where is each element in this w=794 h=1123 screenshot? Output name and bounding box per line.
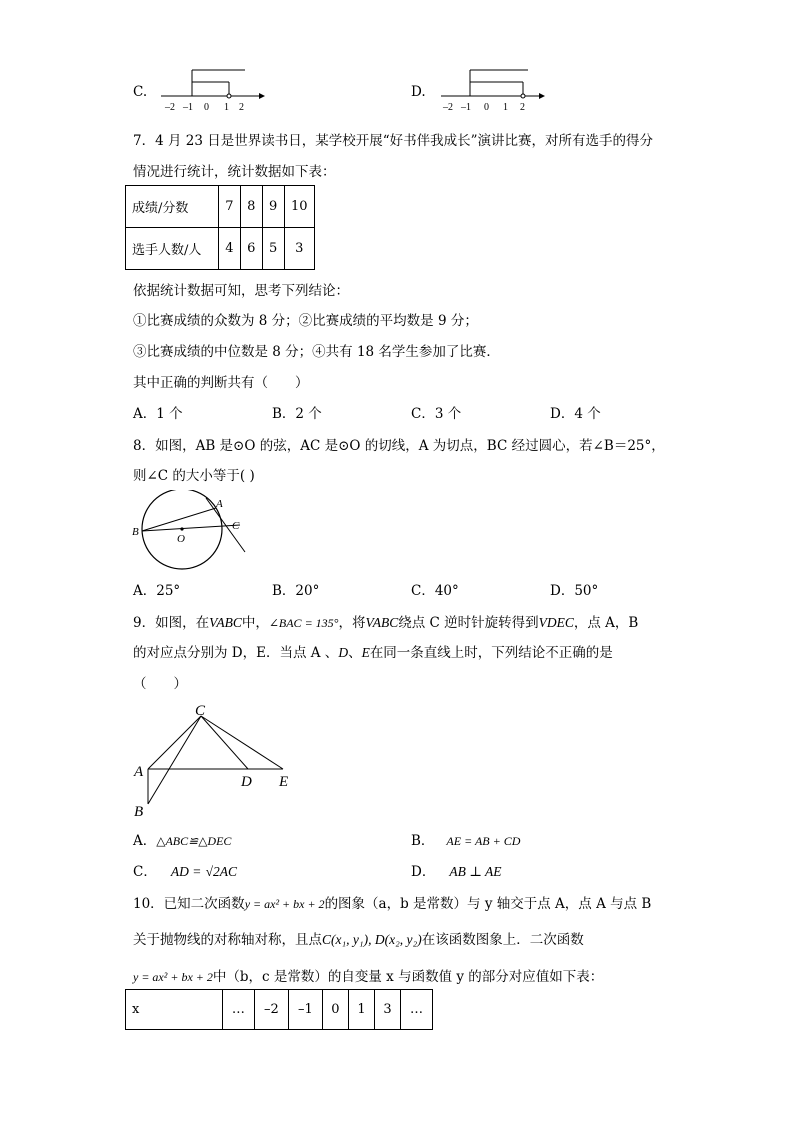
- point-label-d: D: [241, 774, 252, 790]
- option-d-number-line: [435, 66, 545, 114]
- table-cell: 3: [375, 990, 401, 1030]
- tick-label: 2: [520, 102, 525, 113]
- table-row: [126, 186, 315, 228]
- table-header-cell: 选手人数/人: [126, 228, 219, 270]
- angle-bac: ∠BAC = 135°: [268, 616, 339, 630]
- option-text: AB ⊥ AE: [449, 864, 502, 879]
- q8-option-b[interactable]: B．20°: [272, 583, 320, 599]
- option-d-label: D.: [411, 84, 426, 100]
- point-label-c: C: [195, 703, 206, 719]
- q10-line1: [133, 892, 651, 912]
- point-label-o: O: [177, 533, 185, 545]
- tick-label: 0: [204, 102, 209, 113]
- option-text: AE = AB + CD: [446, 834, 521, 848]
- q9-text: 的对应点分别为 D，E．当点 A 、: [133, 645, 339, 661]
- q10-text: 在该函数图象上．二次函数: [421, 932, 584, 948]
- quadratic-expression: y = ax² + bx + 2: [244, 897, 325, 911]
- q7-option-b[interactable]: B．2 个: [272, 406, 322, 422]
- table-cell: 8: [240, 186, 262, 228]
- point-label-a: A: [216, 498, 223, 510]
- q9-option-d[interactable]: [411, 860, 502, 880]
- option-text: AD =: [170, 864, 202, 879]
- q9-text: 、: [348, 645, 362, 661]
- q10-line3: [133, 965, 603, 985]
- q7-line3: 依据统计数据可知，思考下列结论：: [133, 283, 349, 299]
- q9-option-b[interactable]: [411, 829, 520, 849]
- q9-option-a[interactable]: [133, 829, 231, 849]
- q7-option-d[interactable]: D．4 个: [550, 406, 601, 422]
- point-label-b: B: [132, 526, 139, 538]
- q8-option-a[interactable]: A．25°: [133, 583, 181, 599]
- q8-line1: 8．如图，AB 是⊙O 的弦，AC 是⊙O 的切线，A 为切点，BC 经过圆心，若∠B＝25°，: [133, 438, 665, 454]
- q8-circle-figure: [128, 490, 258, 580]
- table-header-cell: x: [126, 990, 223, 1030]
- point-label-b: B: [134, 804, 144, 820]
- quadratic-expression: y = ax² + bx + 2: [133, 970, 213, 984]
- table-cell: 0: [322, 990, 348, 1030]
- q8-option-c[interactable]: C．40°: [411, 583, 459, 599]
- table-row: [126, 228, 315, 270]
- tick-label: 0: [484, 102, 489, 113]
- q9-text: 9．如图，在: [133, 615, 210, 631]
- point-label-c: C: [232, 520, 240, 532]
- q7-line2: 情况进行统计，统计数据如下表：: [133, 164, 336, 180]
- q7-line6: 其中正确的判断共有（ ）: [133, 375, 309, 391]
- table-cell: –2: [254, 990, 288, 1030]
- triangle-abc: VABC: [209, 615, 242, 630]
- table-cell: 1: [348, 990, 374, 1030]
- q10-text: 中（b，c 是常数）的自变量 x 与函数值 y 的部分对应值如下表：: [212, 969, 604, 985]
- point-e: E: [361, 645, 370, 660]
- table-cell: –1: [288, 990, 322, 1030]
- table-cell: …: [401, 990, 433, 1030]
- q7-option-c[interactable]: C．3 个: [411, 406, 462, 422]
- table-cell: 5: [262, 228, 284, 270]
- table-row: [126, 990, 433, 1030]
- q7-score-table: [125, 185, 315, 270]
- q7-option-a[interactable]: A．1 个: [133, 406, 183, 422]
- table-cell: 10: [284, 186, 314, 228]
- option-label: D．: [411, 864, 436, 880]
- table-cell: 9: [262, 186, 284, 228]
- table-cell: 6: [240, 228, 262, 270]
- option-c-label: C.: [133, 84, 148, 100]
- option-label: A．: [133, 833, 157, 849]
- option-text: √2AC: [205, 864, 238, 879]
- q8-option-d[interactable]: D．50°: [550, 583, 599, 599]
- tick-label: –1: [461, 102, 471, 113]
- q8-line2: 则∠C 的大小等于( ): [133, 468, 255, 484]
- tick-label: –2: [443, 102, 453, 113]
- tick-label: 1: [224, 102, 229, 113]
- points-c-d: C(x₁, y₁), D(x₂, y₂): [322, 932, 422, 947]
- triangle-abc: VABC: [365, 615, 399, 630]
- q10-text: 的图象（a，b 是常数）与 y 轴交于点 A，点 A 与点 B: [324, 896, 652, 912]
- q9-text: ，点 A，B: [573, 615, 639, 631]
- q10-text: 关于抛物线的对称轴对称，且点: [133, 932, 322, 948]
- table-cell: 3: [284, 228, 314, 270]
- q7-line5: ③比赛成绩的中位数是 8 分；④共有 18 名学生参加了比赛．: [133, 344, 500, 360]
- table-cell: 7: [219, 186, 241, 228]
- tick-label: –1: [183, 102, 193, 113]
- triangle-dec: VDEC: [538, 615, 574, 630]
- tick-label: 2: [239, 102, 244, 113]
- table-cell: …: [223, 990, 255, 1030]
- q9-text: ，将: [338, 615, 366, 631]
- option-label: B．: [411, 833, 435, 849]
- q9-text: 中，: [241, 615, 269, 631]
- q9-text: 在同一条直线上时，下列结论不正确的是: [369, 645, 613, 661]
- q9-option-c[interactable]: [133, 860, 237, 880]
- option-label: C．: [133, 864, 157, 880]
- q9-line1: [133, 611, 638, 631]
- point-label-e: E: [279, 774, 289, 790]
- point-label-a: A: [134, 764, 144, 780]
- tick-label: –2: [165, 102, 175, 113]
- option-text: △ABC≌△DEC: [156, 834, 232, 848]
- q10-value-table: [125, 989, 433, 1030]
- q7-line1: 7．4 月 23 日是世界读书日，某学校开展“好书伴我成长”演讲比赛，对所有选手的得分: [133, 133, 654, 149]
- table-header-cell: 成绩/分数: [126, 186, 219, 228]
- q9-triangle-figure: [128, 698, 303, 820]
- q10-line2: [133, 928, 584, 948]
- q7-line4: ①比赛成绩的众数为 8 分；②比赛成绩的平均数是 9 分；: [133, 313, 478, 329]
- q10-text: 10．已知二次函数: [133, 896, 245, 912]
- option-c-number-line: [155, 66, 265, 114]
- point-d: D: [338, 645, 349, 660]
- q9-line3: （ ）: [133, 676, 187, 692]
- table-cell: 4: [219, 228, 241, 270]
- q9-text: 绕点 C 逆时针旋转得到: [398, 615, 539, 631]
- q9-line2: [133, 641, 613, 661]
- tick-label: 1: [503, 102, 508, 113]
